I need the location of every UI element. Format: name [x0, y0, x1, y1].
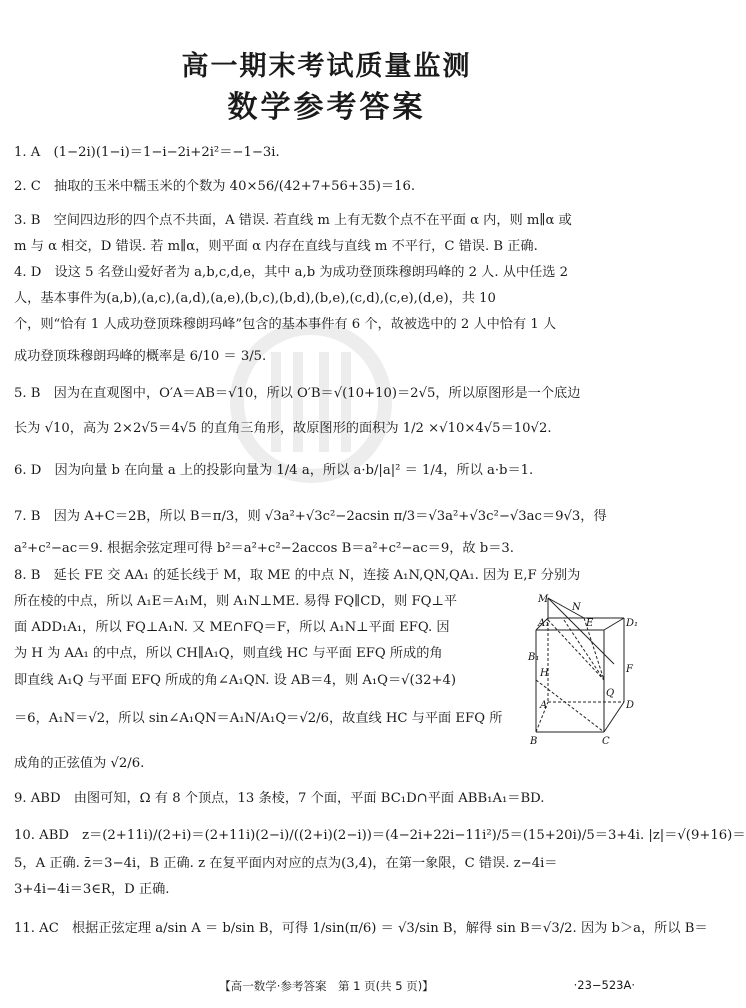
figure-label: M: [538, 594, 549, 605]
answer-line: 5. B 因为在直观图中，O′A＝AB＝√10，所以 O′B＝√(10+10)＝2√5，所以原图形是一个底边: [14, 386, 581, 401]
answer-line: 个，则“恰有 1 人成功登顶珠穆朗玛峰”包含的基本事件有 6 个，故被选中的 2 人中恰有 1 人: [14, 317, 557, 332]
answer-line: a²+c²−ac＝9. 根据余弦定理可得 b²＝a²+c²−2accos B＝a²+c²−ac＝9，故 b＝3.: [14, 541, 514, 556]
figure-label: E: [586, 618, 594, 629]
answer-line: 成功登顶珠穆朗玛峰的概率是 6/10 ＝ 3/5.: [14, 349, 267, 364]
figure-label: B: [530, 736, 538, 747]
figure-label: D: [626, 700, 635, 711]
answer-line: 10. ABD z＝(2+11i)/(2+i)＝(2+11i)(2−i)/((2+i)(2−i))＝(4−2i+22i−11i²)/5＝(15+20i)/5＝3+4i. |z|＝√(9+16)＝: [14, 828, 746, 843]
figure-label: A₁: [538, 618, 550, 629]
answer-line: 5，A 正确. z̄＝3−4i，B 正确. z 在复平面内对应的点为(3,4)，在第一象限，C 错误. z−4i＝: [14, 856, 558, 871]
figure-label: F: [626, 664, 633, 675]
cube-figure: [528, 590, 640, 750]
answer-line: 3. B 空间四边形的四个点不共面，A 错误. 若直线 m 上有无数个点不在平面 α 内，则 m∥α 或: [14, 213, 572, 228]
page-subtitle: 数学参考答案: [227, 90, 426, 125]
figure-label: N: [572, 602, 581, 613]
answer-line: ＝6，A₁N＝√2，所以 sin∠A₁QN＝A₁N/A₁Q＝√2/6，故直线 HC 与平面 EFQ 所: [14, 711, 503, 726]
answer-line: 3+4i−4i＝3∈R，D 正确.: [14, 882, 170, 897]
answer-line: 所在棱的中点，所以 A₁E＝A₁M，则 A₁N⊥ME. 易得 FQ∥CD，则 FQ⊥平: [14, 594, 458, 609]
figure-label: Q: [606, 688, 615, 699]
answer-line: 6. D 因为向量 b 在向量 a 上的投影向量为 1/4 a，所以 a·b/|a|² ＝ 1/4，所以 a·b＝1.: [14, 463, 534, 478]
answer-line: 即直线 A₁Q 与平面 EFQ 所成的角∠A₁QN. 设 AB＝4，则 A₁Q＝√(32+4): [14, 673, 457, 688]
answer-line: 人，基本事件为(a,b),(a,c),(a,d),(a,e),(b,c),(b,d),(b,e),(c,d),(c,e),(d,e)，共 10: [14, 291, 496, 306]
answer-line: 7. B 因为 A+C＝2B，所以 B＝π/3，则 √3a²+√3c²−2acsin π/3＝√3a²+√3c²−√3ac＝9√3，得: [14, 509, 607, 524]
figure-label: C: [602, 736, 610, 747]
answer-line: 9. ABD 由图可知，Ω 有 8 个顶点，13 条棱，7 个面，平面 BC₁D∩平面 ABB₁A₁＝BD.: [14, 791, 545, 806]
page-title: 高一期末考试质量监测: [181, 51, 472, 82]
answer-line: 成角的正弦值为 √2/6.: [14, 756, 145, 771]
answer-line: m 与 α 相交，D 错误. 若 m∥α，则平面 α 内存在直线与直线 m 不平行，C 错误. B 正确.: [14, 239, 538, 254]
footer-page-info: 【高一数学·参考答案 第 1 页(共 5 页)】: [219, 979, 434, 993]
answer-line: 2. C 抽取的玉米中糯玉米的个数为 40×56/(42+7+56+35)＝16.: [14, 179, 416, 194]
answer-line: 1. A (1−2i)(1−i)＝1−i−2i+2i²＝−1−3i.: [14, 145, 280, 160]
answer-line: 长为 √10，高为 2×2√5＝4√5 的直角三角形，故原图形的面积为 1/2 ×√10×4√5＝10√2.: [14, 421, 552, 436]
answer-line: 4. D 设这 5 名登山爱好者为 a,b,c,d,e，其中 a,b 为成功登顶珠穆朗玛峰的 2 人. 从中任选 2: [14, 265, 569, 280]
figure-label: D₁: [626, 618, 639, 629]
footer-code: ·23−523A·: [573, 978, 635, 992]
answer-line: 8. B 延长 FE 交 AA₁ 的延长线于 M，取 ME 的中点 N，连接 A₁N,QN,QA₁. 因为 E,F 分别为: [14, 568, 581, 583]
answer-line: 为 H 为 AA₁ 的中点，所以 CH∥A₁Q，则直线 HC 与平面 EFQ 所成的角: [14, 646, 443, 661]
figure-label: H: [540, 668, 549, 679]
answer-line: 面 ADD₁A₁，所以 FQ⊥A₁N. 又 ME∩FQ＝F，所以 A₁N⊥平面 EFQ. 因: [14, 620, 450, 635]
figure-label: A: [540, 700, 548, 711]
answer-line: 11. AC 根据正弦定理 a/sin A ＝ b/sin B，可得 1/sin(π/6) ＝ √3/sin B，解得 sin B＝√3/2. 因为 b＞a，所以 B＝: [14, 921, 708, 936]
page-footer: [0, 975, 653, 995]
figure-label: B₁: [528, 652, 540, 663]
